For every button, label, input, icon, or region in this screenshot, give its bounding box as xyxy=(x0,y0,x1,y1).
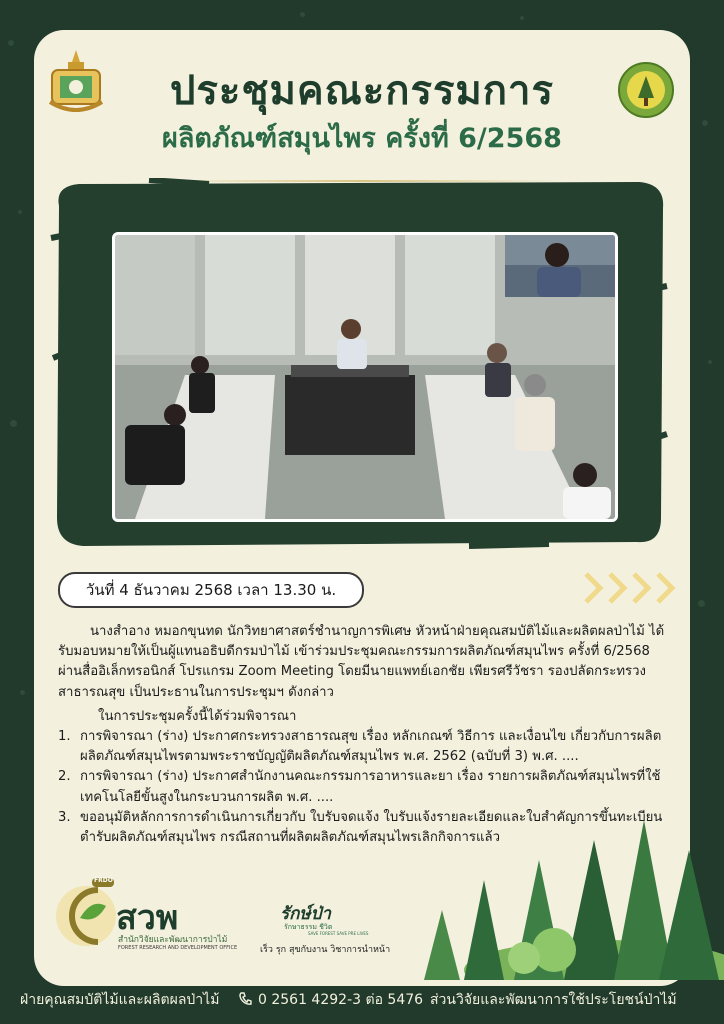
meeting-date: วันที่ 4 ธันวาคม 2568 เวลา 13.30 น. xyxy=(58,572,364,608)
article-body xyxy=(58,622,674,848)
intro-paragraph: นางสำอาง หมอกขุนทด นักวิทยาศาสตร์ชำนาญการพิเศษ หัวหน้าฝ่ายคุณสมบัติไม้และผลิตผลป่าไม้ ได้รับมอบหมายให้เป็นผู้แทนอธิบดีกรมป่าไม้ เข้าร่วมประชุมคณะกรรมการผลิตภัณฑ์สมุนไพร ครั้งที่ 6/2568 ผ่านสื่ออิเล็กทรอนิกส์ โปรแกรม Zoom Meeting โดยมีนายแพทย์เอกชัย เพียรศรีวัชรา รองปลัดกระทรวงสาธารณสุข เป็นประธานในการประชุมฯ ดังกล่าว xyxy=(58,624,665,700)
footer-division: ฝ่ายคุณสมบัติไม้และผลิตผลป่าไม้ xyxy=(20,992,220,1008)
meeting-photo xyxy=(112,232,618,522)
department-emblem xyxy=(618,62,674,118)
agenda-item: 3. ขออนุมัติหลักการการดำเนินการเกี่ยวกับ ใบรับจดแจ้ง ใบรับแจ้งรายละเอียดและใบสำคัญการขึ้นทะเบียนตำรับผลิตภัณฑ์สมุนไพร กรณีสถานที่ผลิตผลิตภัณฑ์สมุนไพรเลิกกิจการแล้ว xyxy=(58,809,663,846)
page-title: ประชุมคณะกรรมการ xyxy=(170,68,554,114)
footer-unit: ส่วนวิจัยและพัฒนาการใช้ประโยชน์ป่าไม้ xyxy=(430,992,677,1008)
agenda-item: 1. การพิจารณา (ร่าง) ประกาศกระทรวงสาธารณสุข เรื่อง หลักเกณฑ์ วิธีการ และเงื่อนไข เกี่ยวกับการผลิตผลิตภัณฑ์สมุนไพรตามพระราชบัญญัติผลิตภัณฑ์สมุนไพร พ.ศ. 2562 (ฉบับที่ 3) พ.ศ. .... xyxy=(58,729,662,765)
page-subtitle: ผลิตภัณฑ์สมุนไพร ครั้งที่ 6/2568 xyxy=(162,123,562,154)
rak-pa-wordmark: รักษ์ป่า xyxy=(280,904,331,924)
decorative-chevrons xyxy=(580,570,690,606)
rak-pa-logo xyxy=(260,900,400,960)
footer-phone: 0 2561 4292-3 ต่อ 5476 xyxy=(258,992,424,1008)
rak-pa-subtitle: รักษาธรรม ชีวิต xyxy=(284,923,333,931)
frdo-badge: FRDO xyxy=(94,877,113,884)
forest-illustration xyxy=(404,820,724,980)
agenda-item: 2. การพิจารณา (ร่าง) ประกาศสำนักงานคณะกรรมการอาหารและยา เรื่อง รายการผลิตภัณฑ์สมุนไพรที่ใช้เทคโนโลยีขั้นสูงในกระบวนการผลิต พ.ศ. .... xyxy=(58,769,661,805)
footer-bar xyxy=(0,986,724,1024)
slogan: เร็ว รุก สุขกับงาน วิชาการนำหน้า xyxy=(260,945,391,955)
frdo-thai-name: สำนักวิจัยและพัฒนาการป่าไม้ xyxy=(118,935,228,945)
frdo-logo xyxy=(52,872,238,958)
agenda-lead: ในการประชุมครั้งนี้ได้ร่วมพิจารณา xyxy=(98,708,297,724)
frdo-acronym: สวพ xyxy=(116,898,179,938)
rak-pa-english: SAVE FOREST SAVE PRE LIVES xyxy=(308,931,369,936)
frdo-english-name: FOREST RESEARCH AND DEVELOPMENT OFFICE xyxy=(118,945,238,951)
phone-icon xyxy=(238,988,254,1012)
